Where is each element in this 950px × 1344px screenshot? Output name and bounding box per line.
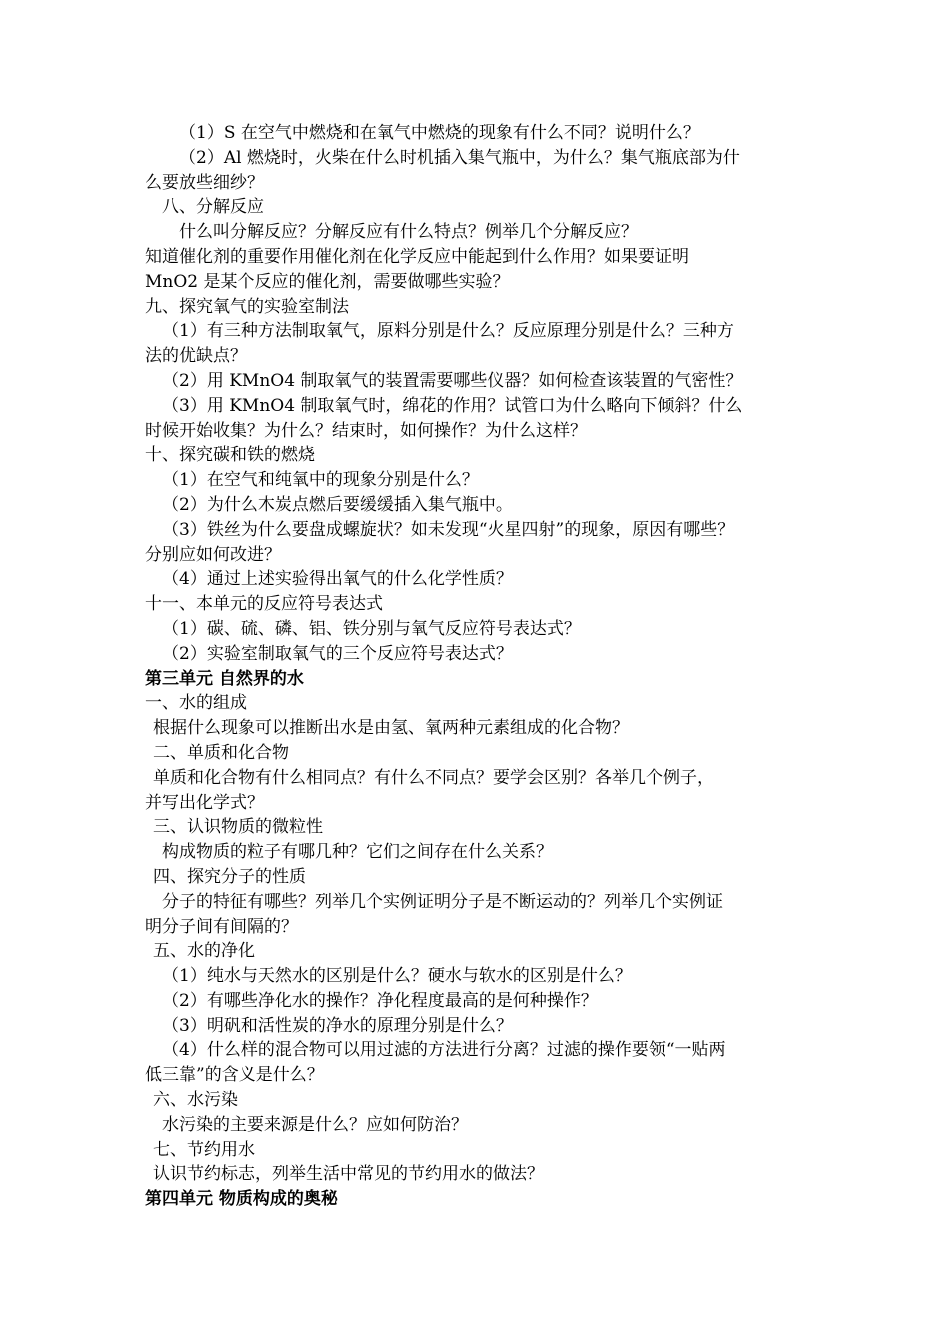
text-line: MnO2 是某个反应的催化剂，需要做哪些实验？ xyxy=(145,271,510,292)
text-line: 什么叫分解反应？分解反应有什么特点？例举几个分解反应？ xyxy=(179,222,638,243)
text-line: 八、分解反应 xyxy=(162,197,264,218)
text-line: （1）纯水与天然水的区别是什么？硬水与软水的区别是什么？ xyxy=(162,966,632,987)
text-line: （1）碳、硫、磷、铝、铁分别与氧气反应符号表达式？ xyxy=(162,618,581,639)
text-line: （2）用 KMnO4 制取氧气的装置需要哪些仪器？如何检查该装置的气密性？ xyxy=(162,370,743,391)
text-line: （2）为什么木炭点燃后要缓缓插入集气瓶中。 xyxy=(162,494,513,515)
text-line: 四、探究分子的性质 xyxy=(153,866,306,887)
text-line: （4）什么样的混合物可以用过滤的方法进行分离？过滤的操作要领“一贴两 xyxy=(162,1040,726,1061)
text-line: 分子的特征有哪些？列举几个实例证明分子是不断运动的？列举几个实例证 xyxy=(162,891,723,912)
text-line: 一、水的组成 xyxy=(145,693,247,714)
section-heading: 第三单元 自然界的水 xyxy=(145,668,304,689)
text-line: 根据什么现象可以推断出水是由氢、氧两种元素组成的化合物？ xyxy=(153,718,629,739)
text-line: 么要放些细纱？ xyxy=(145,172,264,193)
text-line: 十一、本单元的反应符号表达式 xyxy=(145,594,383,615)
text-line: 二、单质和化合物 xyxy=(153,742,289,763)
text-line: （2）有哪些净化水的操作？净化程度最高的是何种操作？ xyxy=(162,990,598,1011)
text-line: 十、探究碳和铁的燃烧 xyxy=(145,445,315,466)
text-line: 分别应如何改进？ xyxy=(145,544,281,565)
text-line: 五、水的净化 xyxy=(153,941,255,962)
text-line: 水污染的主要来源是什么？应如何防治？ xyxy=(162,1114,468,1135)
text-line: 七、节约用水 xyxy=(153,1139,255,1160)
text-line: （3）用 KMnO4 制取氧气时，绵花的作用？试管口为什么略向下倾斜？什么 xyxy=(162,395,743,416)
text-line: （1）在空气和纯氧中的现象分别是什么？ xyxy=(162,470,479,491)
text-line: 认识节约标志，列举生活中常见的节约用水的做法？ xyxy=(153,1164,544,1185)
document-body xyxy=(145,121,825,1212)
text-line: 构成物质的粒子有哪几种？它们之间存在什么关系？ xyxy=(162,842,553,863)
text-line: 单质和化合物有什么相同点？有什么不同点？要学会区别？各举几个例子， xyxy=(153,767,714,788)
text-line: （1）有三种方法制取氧气，原料分别是什么？反应原理分别是什么？三种方 xyxy=(162,321,734,342)
text-line: （1）S 在空气中燃烧和在氧气中燃烧的现象有什么不同？说明什么？ xyxy=(179,123,700,143)
text-line: 三、认识物质的微粒性 xyxy=(153,817,323,838)
text-line: 并写出化学式？ xyxy=(145,792,264,813)
text-line: 时候开始收集？为什么？结束时，如何操作？为什么这样？ xyxy=(145,420,587,441)
text-line: （2）实验室制取氧气的三个反应符号表达式？ xyxy=(162,643,513,664)
text-line: 六、水污染 xyxy=(153,1090,238,1111)
text-line: （2）Al 燃烧时，火柴在什么时机插入集气瓶中，为什么？集气瓶底部为什 xyxy=(179,147,740,168)
text-line: 低三靠”的含义是什么？ xyxy=(145,1065,324,1086)
text-line: 法的优缺点？ xyxy=(145,346,247,367)
text-line: （3）明矾和活性炭的净水的原理分别是什么？ xyxy=(162,1015,513,1036)
text-line: 九、探究氧气的实验室制法 xyxy=(145,296,349,317)
text-line: （4）通过上述实验得出氧气的什么化学性质？ xyxy=(162,569,513,590)
text-line: 知道催化剂的重要作用催化剂在化学反应中能起到什么作用？如果要证明 xyxy=(145,246,689,267)
section-heading: 第四单元 物质构成的奥秘 xyxy=(145,1189,338,1210)
text-line: 明分子间有间隔的？ xyxy=(145,916,298,937)
text-line: （3）铁丝为什么要盘成螺旋状？如未发现“火星四射”的现象，原因有哪些？ xyxy=(162,519,735,540)
